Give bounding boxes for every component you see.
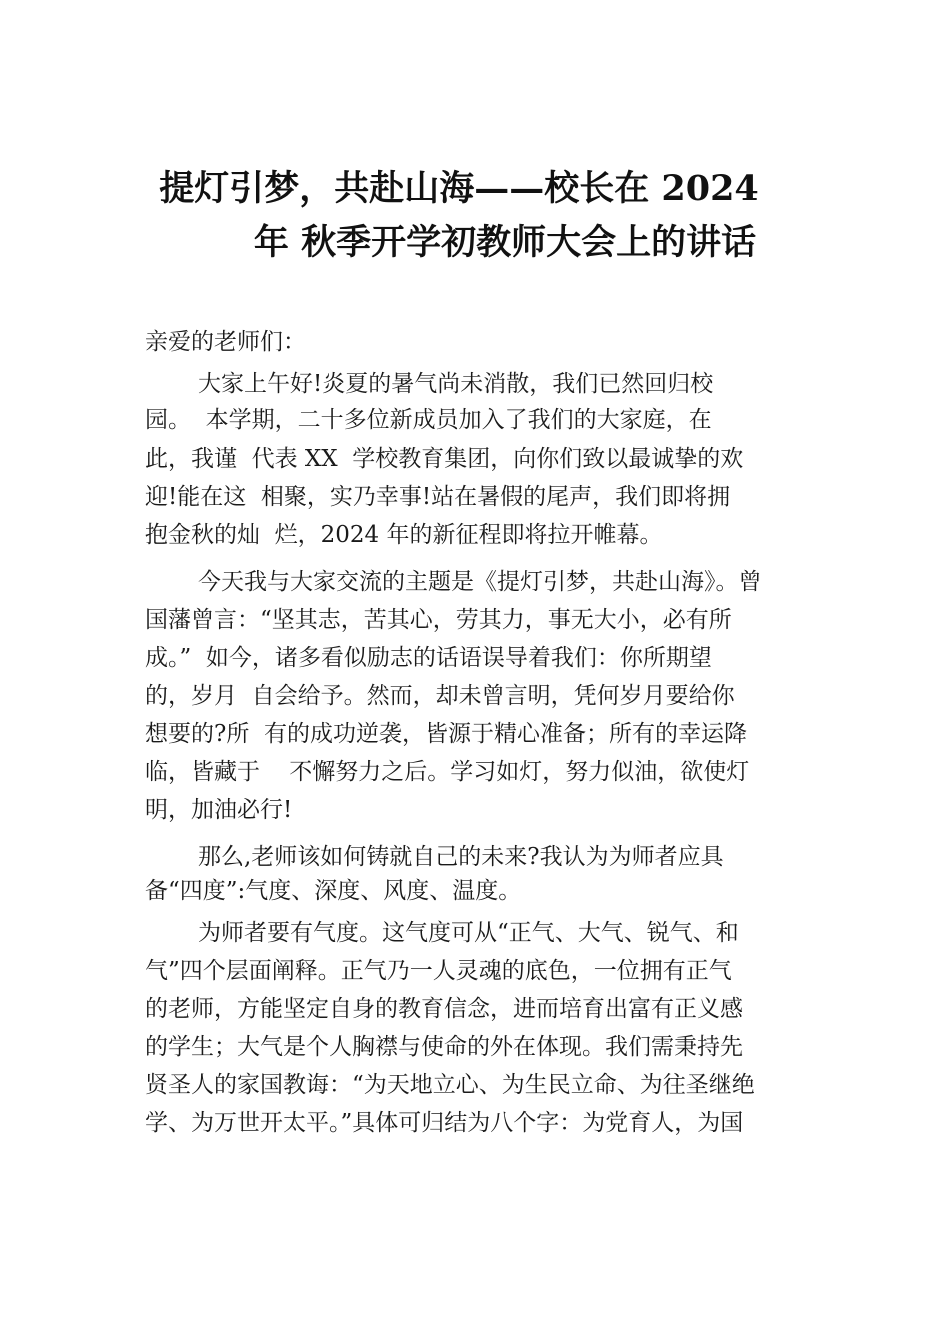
paragraph-line: 此，我谨 代表 XX 学校教育集团，向你们致以最诚挚的欢 <box>145 446 744 472</box>
paragraph-line: 贤圣人的家国教诲：“为天地立心、为生民立命、为往圣继绝 <box>145 1072 755 1098</box>
paragraph-line: 气”四个层面阐释。正气乃一人灵魂的底色，一位拥有正气 <box>145 958 732 984</box>
paragraph-line: 的老师，方能坚定自身的教育信念，进而培育出富有正义感 <box>145 996 743 1022</box>
greeting: 亲爱的老师们： <box>145 329 306 355</box>
paragraph-line: 今天我与大家交流的主题是《提灯引梦，共赴山海》。曾 <box>198 569 762 595</box>
paragraph-line: 大家上午好!炎夏的暑气尚未消散，我们已然回归校 <box>198 371 714 397</box>
paragraph-line: 迎!能在这 相聚，实乃幸事!站在暑假的尾声，我们即将拥 <box>145 484 731 510</box>
document-title-line-1: 提灯引梦，共赴山海——校长在 2024 <box>159 168 759 209</box>
paragraph-line: 想要的?所 有的成功逆袭，皆源于精心准备；所有的幸运降 <box>145 721 747 747</box>
paragraph-line: 国藩曾言：“坚其志，苦其心，劳其力，事无大小，必有所 <box>145 607 732 633</box>
document-title-line-2: 年 秋季开学初教师大会上的讲话 <box>253 222 757 263</box>
paragraph-line: 园。 本学期，二十多位新成员加入了我们的大家庭，在 <box>145 407 712 433</box>
paragraph-line: 学、为万世开太平。”具体可归结为八个字：为党育人，为国 <box>145 1110 744 1136</box>
paragraph-line: 临，皆藏于 不懈努力之后。学习如灯，努力似油，欲使灯 <box>145 759 750 785</box>
paragraph-line: 备“四度”:气度、深度、风度、温度。 <box>145 878 522 904</box>
paragraph-line: 的学生；大气是个人胸襟与使命的外在体现。我们需秉持先 <box>145 1034 743 1060</box>
paragraph-line: 明，加油必行! <box>145 797 293 823</box>
paragraph-line: 为师者要有气度。这气度可从“正气、大气、锐气、和 <box>198 920 739 946</box>
paragraph-line: 成。” 如今，诸多看似励志的话语误导着我们：你所期望 <box>145 645 712 671</box>
paragraph-line: 抱金秋的灿 烂，2024 年的新征程即将拉开帷幕。 <box>145 522 663 548</box>
paragraph-line: 那么,老师该如何铸就自己的未来?我认为为师者应具 <box>198 844 724 870</box>
paragraph-line: 的，岁月 自会给予。然而，却未曾言明，凭何岁月要给你 <box>145 683 735 709</box>
